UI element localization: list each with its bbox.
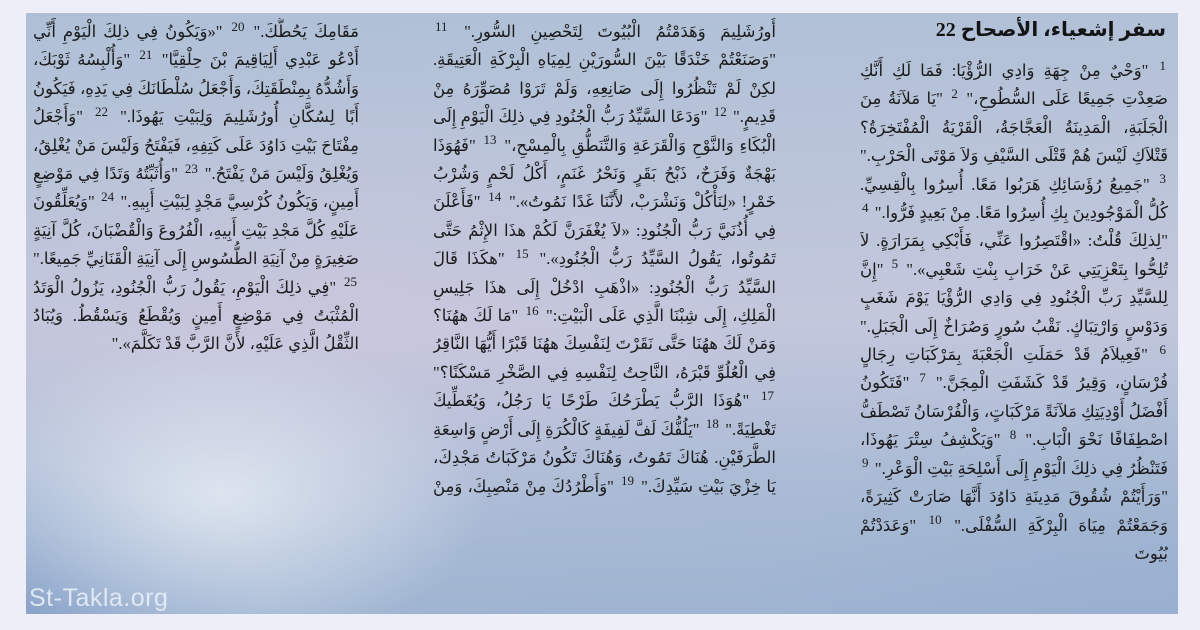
verse-number: 15: [515, 245, 529, 261]
verse-number: 18: [705, 416, 719, 432]
verse-number: 2: [951, 85, 958, 101]
verse-number: 16: [525, 302, 539, 318]
verse-text: "وَأُلْبِسُهُ ثَوْبَكَ، وَأَشُدُّهُ بِمِنْطَقَتِكَ، وَأَجْعَلُ سُلْطَانَكَ فِي يَدِهِ، فَيَكُونُ أَبًا لِسُكَّانِ أُورُشَلِيمَ وَلِبَيْتِ يَهُوذَا.": [33, 50, 359, 127]
verse-text: مَقَامِكَ يَحُطُّكَ.": [246, 22, 359, 41]
text-column-right: [860, 15, 1168, 593]
verse-text: "يَا مَلآنَةُ مِنَ الْجَلَبَةِ، الْمَدِينَةُ الْعَجَّاجَةُ، الْقَرْيَةُ الْمُفْتَخِرَةُ؟ قَتْلاَكِ لَيْسَ هُمْ قَتْلَى السَّيْفِ وَلاَ مَوْتَى الْحَرْبِ.": [860, 89, 1168, 166]
verse-number: 5: [891, 256, 899, 272]
site-watermark: St-Takla.org: [29, 584, 169, 612]
verse-number: 11: [435, 18, 448, 34]
verse-text: "هُوَذَا الرَّبُّ يَطْرَحُكَ طَرْحًا يَا رَجُلُ، وَيُغَطِّيكَ تَغْطِيَةً.": [433, 391, 776, 439]
verse-number: 8: [1009, 426, 1017, 442]
verse-text: "وَعَدَدْتُمْ بُيُوتَ: [860, 515, 1168, 563]
verse-number: 13: [483, 132, 497, 148]
verse-number: 10: [928, 512, 942, 527]
verses-right: [860, 57, 1168, 563]
verse-number: 24: [101, 188, 115, 204]
verse-number: 25: [344, 274, 357, 290]
verse-text: "مَا لَكَ ههُنَا؟ وَمَنْ لَكَ ههُنَا حَتَّى نَقَرْتَ لِنَفْسِكَ ههُنَا قَبْرًا أَيُّهَا النَّاقِرُ فِي الْعُلُوِّ قَبْرَهُ، النَّاحِتُ لِنَفْسِهِ فِي الصَّخْرِ مَسْكَنًا؟": [433, 306, 776, 382]
verse-number: 23: [184, 160, 198, 176]
verse-number: 6: [1159, 341, 1167, 357]
text-column-left: [33, 18, 359, 596]
verse-text: "وَيَكْشِفُ سِتْرَ يَهُوذَا، فَتَنْظُرُ فِي ذلِكَ الْيَوْمِ إِلَى أَسْلِحَةِ بَيْتِ الْوَعْرِ.": [860, 430, 1168, 478]
verse-number: 7: [919, 369, 926, 385]
verse-text: "جَمِيعُ رُؤَسَائِكِ هَرَبُوا مَعًا. أُسِرُوا بِالْقِسِيِّ. كُلُّ الْمَوْجُودِينَ بِكِ أُسِرُوا مَعًا. مِنْ بَعِيدٍ فَرُّوا.": [860, 174, 1168, 223]
verse-text: "وَيُعَلِّقُونَ عَلَيْهِ كُلَّ مَجْدِ بَيْتِ أَبِيهِ، الْفُرُوعَ وَالْقُضْبَانَ، كُلَّ آنِيَةٍ صَغِيرَةٍ مِنْ آنِيَةِ الطُّسُوسِ إِلَى آنِيَةِ الْقَنَانِيِّ جَمِيعًا.": [33, 192, 359, 269]
verse-text: "هكَذَا قَالَ السَّيِّدُ رَبُّ الْجُنُودِ: «اذْهَبِ ادْخُلْ إِلَى هذَا جَلِيسِ الْمَلِكِ، إِلَى شِبْنَا الَّذِي عَلَى الْبَيْتِ:": [433, 249, 776, 326]
sky-photo-background: [26, 13, 1178, 614]
verse-text: "وَأَجْعَلُ مِفْتَاحَ بَيْتِ دَاوُدَ عَلَى كَتِفِهِ، فَيَفْتَحُ وَلَيْسَ مَنْ يُغْلِقُ، وَيُغْلِقُ وَلَيْسَ مَنْ يَفْتَحُ.": [33, 107, 359, 184]
page-title: سفر إشعياء، الأصحاح 22: [935, 19, 1166, 41]
verse-text: "وَحْيٌ مِنْ جِهَةِ وَادِي الرُّؤْيَا: فَمَا لَكِ أَنَّكِ صَعِدْتِ جَمِيعًا عَلَى السُّطُوحِ،": [860, 61, 1168, 109]
text-column-middle: [433, 18, 776, 596]
verse-number: 19: [621, 473, 635, 488]
verse-number: 21: [139, 46, 153, 62]
verse-text: "«وَيَكُونُ فِي ذلِكَ الْيَوْمِ أَنِّي أَدْعُو عَبْدِي أَلِيَاقِيمَ بْنَ حِلْقِيَّا": [33, 22, 359, 70]
verse-text: "وَأَطْرُدُكَ مِنْ مَنْصِبِكَ، وَمِنْ: [433, 476, 614, 496]
verse-number: 12: [713, 103, 727, 119]
verse-number: 20: [231, 18, 245, 34]
verse-text: "فَتَكُونُ أَفْضَلُ أَوْدِيَتِكِ مَلآنَةً مَرْكَبَاتٍ، وَالْفُرْسَانُ تَصْطَفُّ اصْطِفَافًا نَحْوَ الْبَابِ.": [860, 373, 1168, 450]
verse-number: 3: [1159, 171, 1166, 187]
verse-text: "فَأَعْلَنَ فِي أُذُنَيَّ رَبُّ الْجُنُودِ: «لاَ يُغْفَرَنَّ لَكُمْ هذَا الإِثْمُ حَتَّى تَمُوتُوا، يَقُولُ السَّيِّدُ رَبُّ الْجُنُودِ».": [433, 192, 776, 269]
verses-left: [33, 18, 359, 354]
verses-middle: [433, 18, 776, 496]
verse-number: 1: [1159, 57, 1166, 73]
verse-text: "وَدَعَا السَّيِّدُ رَبُّ الْجُنُودِ فِي ذلِكَ الْيَوْمِ إِلَى الْبُكَاءِ وَالنَّوْحِ وَالْقَرَعَةِ وَالتَّنَطُّقِ بِالْمِسْحِ،": [433, 107, 776, 155]
verse-text: "إِنَّ لِلسَّيِّدِ رَبِّ الْجُنُودِ فِي وَادِي الرُّؤْيَا يَوْمَ شَغَبٍ وَدَوْسٍ وَارْتِبَاكٍ. نَقْبُ سُورٍ وَصُرَاخٌ إِلَى الْجَبَلِ.": [860, 259, 1168, 336]
verse-text: "فِي ذلِكَ الْيَوْمِ، يَقُولُ رَبُّ الْجُنُودِ، يَزُولُ الْوَتَدُ الْمُثْبَتُ فِي مَوْضِعٍ أَمِينٍ وَيُقْطَعُ وَيَسْقُطُ. وَيُبَادُ الثِّقْلُ الَّذِي عَلَيْهِ، لأَنَّ الرَّبَّ قَدْ تَكَلَّمَ».": [33, 277, 359, 354]
verse-number: 9: [862, 455, 869, 471]
verse-text: "وَصَنَعْتُمْ خَنْدَقًا بَيْنَ السُّورَيْنِ لِمِيَاهِ الْبِرْكَةِ الْعَتِيقَةِ. لكِنْ لَمْ تَنْظُرُوا إِلَى صَانِعِهِ، وَلَمْ تَرَوْا مُصَوِّرَهُ مِنْ قَدِيمٍ.": [433, 50, 776, 127]
verse-number: 22: [95, 103, 109, 119]
verse-text: "لِذلِكَ قُلْتُ: «اقْتَصِرُوا عَنِّي، فَأَبْكِي بِمَرَارَةٍ. لاَ تُلِحُّوا بِتَعْزِيَتِي عَنْ خَرَابِ بِنْتِ شَعْبِي».": [860, 231, 1168, 279]
verse-number: 17: [761, 387, 775, 403]
verse-text: "وَأُثَبِّتُهُ وَتَدًا فِي مَوْضِعٍ أَمِينٍ، وَيَكُونُ كُرْسِيَّ مَجْدٍ لِبَيْتِ أَبِيهِ.": [33, 164, 359, 212]
verse-text: "فَهُوَذَا بَهْجَةٌ وَفَرَحٌ، ذَبْحُ بَقَرٍ وَنَحْرُ غَنَمٍ، أَكْلُ لَحْمٍ وَشُرْبُ خَمْرٍ! «لِنَأْكُلْ وَنَشْرَبْ، لأَنَّنَا غَدًا نَمُوتُ».": [433, 135, 776, 212]
verse-text: "وَرَأَيْتُمْ شُقُوقَ مَدِينَةِ دَاوُدَ أَنَّهَا صَارَتْ كَثِيرَةً، وَجَمَعْتُمْ مِيَاهَ الْبِرْكَةِ السُّفْلَى.": [860, 487, 1168, 535]
verse-text: "فَعِيلاَمُ قَدْ حَمَلَتِ الْجَعْبَةَ بِمَرْكَبَاتِ رِجَالٍ فُرْسَانٍ، وَقِيرُ قَدْ كَشَفَتِ الْمِجَنَّ.": [860, 345, 1168, 393]
verse-text: "يَلُفُّكَ لَفَّ لَفِيفَةٍ كَالْكُرَةِ إِلَى أَرْضٍ وَاسِعَةِ الطَّرَفَيْنِ. هُنَاكَ تَمُوتُ، وَهُنَاكَ تَكُونُ مَرْكَبَاتُ مَجْدِكَ، يَا خِزْيَ بَيْتِ سَيِّدِكَ.": [433, 419, 776, 496]
verse-number: 14: [488, 188, 502, 204]
verse-number: 4: [862, 199, 869, 215]
verse-text: أُورُشَلِيمَ وَهَدَمْتُمُ الْبُيُوتَ لِتَحْصِينِ السُّورِ.": [449, 22, 776, 41]
